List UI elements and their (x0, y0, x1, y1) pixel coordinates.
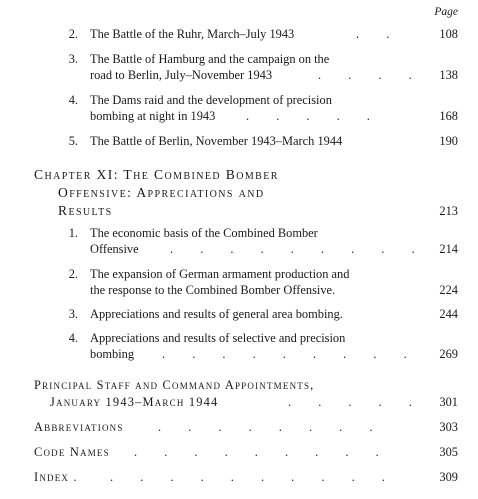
appendix-title: Principal Staff and Command Appointments, (34, 378, 315, 392)
appendix-title-line2: January 1943–March 1944 (50, 395, 219, 409)
entry-title: Appreciations and results of general area bombing. (90, 307, 343, 321)
entry-number: 4. (68, 331, 78, 345)
chapter-title-line2: Offensive: Appreciations and (58, 185, 265, 200)
chapter-page: 213 (439, 204, 458, 218)
entry-title: The expansion of German armament production and (90, 267, 350, 281)
chapter-title-line1: Chapter XI: The Combined Bomber (34, 167, 279, 182)
entry-title: Appreciations and results of selective and precision (90, 331, 346, 345)
leader-dots: . . . . . . . . . (162, 347, 419, 361)
entry-number: 1. (68, 226, 78, 240)
appendix-title: Index . (34, 470, 78, 484)
appendix-page: 309 (439, 470, 458, 484)
entry-number: 2. (68, 267, 78, 281)
entry-page: 138 (439, 68, 458, 82)
leader-dots: . . . . . . . . . (170, 242, 427, 256)
entry-page: 168 (439, 109, 458, 123)
leader-dots: . . . . . . . . . . (110, 470, 397, 484)
page-column-label: Page (434, 6, 458, 18)
entry-page: 214 (439, 242, 458, 256)
entry-number: 4. (68, 93, 78, 107)
entry-title: The Dams raid and the development of precision (90, 93, 332, 107)
entry-title-line2: bombing (90, 347, 135, 361)
entry-page: 269 (439, 347, 458, 361)
entry-title-line2: Offensive (90, 242, 139, 256)
entry-page: 108 (439, 27, 458, 41)
leader-dots: . . (356, 27, 402, 41)
entry-title: The Battle of Berlin, November 1943–March 1944 (90, 134, 343, 148)
leader-dots: . . . . . . . . (158, 420, 385, 434)
entry-page: 224 (439, 283, 458, 297)
appendix-page: 305 (439, 445, 458, 459)
entry-number: 5. (68, 134, 78, 148)
appendix-title: Code Names (34, 445, 110, 459)
entry-page: 190 (439, 134, 458, 148)
appendix-title: Abbreviations (34, 420, 124, 434)
leader-dots: . . . . . (288, 395, 424, 409)
entry-title: The Battle of Hamburg and the campaign on the (90, 52, 330, 66)
entry-number: 2. (68, 27, 78, 41)
leader-dots: . . . . . (246, 109, 382, 123)
leader-dots: . . . . (318, 68, 424, 82)
entry-title: The economic basis of the Combined Bomber (90, 226, 318, 240)
entry-title-line2: bombing at night in 1943 (90, 109, 216, 123)
chapter-title-line3: Results (58, 203, 113, 218)
entry-page: 244 (439, 307, 458, 321)
entry-number: 3. (68, 307, 78, 321)
appendix-page: 301 (439, 395, 458, 409)
appendix-page: 303 (439, 420, 458, 434)
leader-dots: . . . . . . . . . (134, 445, 391, 459)
entry-title-line2: the response to the Combined Bomber Offensive. (90, 283, 336, 297)
entry-title: The Battle of the Ruhr, March–July 1943 (90, 27, 295, 41)
entry-number: 3. (68, 52, 78, 66)
entry-title-line2: road to Berlin, July–November 1943 (90, 68, 273, 82)
